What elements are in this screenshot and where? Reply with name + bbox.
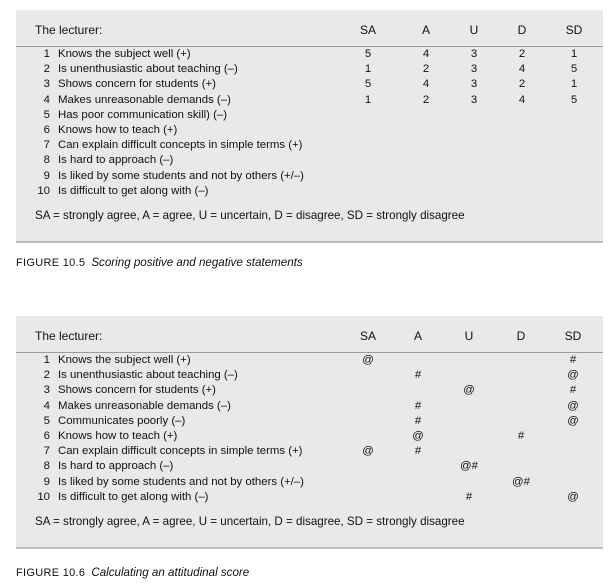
score-cell-sa: 5	[364, 78, 372, 91]
score-cell-u: #	[465, 490, 473, 503]
statement-text: Is hard to approach (–)	[58, 154, 174, 167]
score-cell-sd: @	[567, 414, 579, 427]
statement-row	[16, 123, 603, 138]
table-header	[16, 316, 603, 353]
score-cell-a: 2	[422, 63, 430, 76]
statement-row	[16, 429, 603, 444]
score-cell-a: @	[412, 429, 424, 442]
score-cell-sa: 1	[364, 63, 372, 76]
score-cell-u: @#	[460, 460, 478, 473]
header-label: The lecturer:	[35, 329, 103, 343]
score-cell-u: 3	[470, 63, 478, 76]
statement-row	[16, 62, 603, 77]
statement-text: Is liked by some students and not by others (+/–)	[58, 475, 304, 488]
score-cell-sd: #	[569, 354, 577, 366]
statement-number: 4	[43, 93, 50, 106]
score-cell-d: #	[517, 429, 525, 442]
statement-row	[16, 138, 603, 153]
score-cell-sd: @	[567, 369, 579, 382]
score-cell-d: 2	[518, 78, 526, 91]
legend: SA = strongly agree, A = agree, U = uncertain, D = disagree, SD = strongly disagree	[35, 209, 465, 222]
column-header-a: A	[421, 23, 430, 37]
column-header-u: U	[464, 329, 474, 343]
statement-text: Is difficult to get along with (–)	[58, 184, 209, 197]
statement-row	[16, 475, 603, 490]
statement-row	[16, 47, 603, 62]
statement-number: 8	[43, 460, 50, 473]
score-cell-d: 4	[518, 63, 526, 76]
score-cell-a: #	[414, 414, 422, 427]
statement-text: Shows concern for students (+)	[58, 78, 216, 91]
statement-list	[16, 47, 603, 199]
score-cell-a: #	[414, 445, 422, 458]
column-header-sa: SA	[359, 329, 376, 343]
statement-row	[16, 368, 603, 383]
figure-caption	[16, 256, 303, 269]
statement-number: 6	[43, 429, 50, 442]
statement-text: Knows the subject well (+)	[58, 48, 191, 60]
statement-number: 9	[43, 475, 50, 488]
column-header-a: A	[413, 329, 422, 343]
statement-row	[16, 169, 603, 184]
statement-row	[16, 383, 603, 398]
statement-number: 6	[43, 123, 50, 136]
score-cell-a: 4	[422, 48, 430, 60]
column-header-sa: SA	[359, 23, 376, 37]
score-cell-a: #	[414, 399, 422, 412]
score-cell-sd: @	[567, 490, 579, 503]
statement-number: 1	[43, 354, 50, 366]
legend: SA = strongly agree, A = agree, U = uncertain, D = disagree, SD = strongly disagree	[35, 515, 465, 528]
caption-title: Scoring positive and negative statements	[91, 256, 303, 269]
score-cell-d: @#	[512, 475, 530, 488]
statement-row	[16, 108, 603, 123]
statement-text: Communicates poorly (–)	[58, 414, 186, 427]
column-header-d: D	[516, 329, 526, 343]
caption-number: FIGURE 10.5	[16, 257, 86, 269]
column-header-d: D	[517, 23, 527, 37]
score-cell-sd: 5	[570, 63, 578, 76]
caption-number: FIGURE 10.6	[16, 567, 86, 579]
score-cell-sd: @	[567, 399, 579, 412]
statement-text: Can explain difficult concepts in simple terms (+)	[58, 445, 303, 458]
score-cell-sa: 1	[364, 93, 372, 106]
figure-10-5-panel	[16, 10, 603, 243]
statement-text: Makes unreasonable demands (–)	[58, 399, 231, 412]
statement-number: 5	[43, 108, 50, 121]
score-cell-u: 3	[470, 93, 478, 106]
statement-number: 7	[43, 139, 50, 152]
score-cell-sd: 1	[570, 78, 578, 91]
statement-row	[16, 459, 603, 474]
statement-number: 10	[37, 184, 50, 197]
statement-number: 10	[37, 490, 50, 503]
statement-row	[16, 353, 603, 368]
statement-number: 8	[43, 154, 50, 167]
statement-text: Shows concern for students (+)	[58, 384, 216, 397]
statement-row	[16, 399, 603, 414]
statement-number: 2	[43, 63, 50, 76]
statement-number: 7	[43, 445, 50, 458]
score-cell-sa: @	[362, 445, 374, 458]
statement-text: Is hard to approach (–)	[58, 460, 174, 473]
caption-title: Calculating an attitudinal score	[91, 566, 250, 579]
table-header	[16, 10, 603, 47]
statement-text: Knows the subject well (+)	[58, 354, 191, 366]
score-cell-sd: 1	[570, 48, 578, 60]
statement-row	[16, 184, 603, 199]
header-label: The lecturer:	[35, 23, 103, 37]
statement-number: 2	[43, 369, 50, 382]
statement-number: 4	[43, 399, 50, 412]
statement-text: Is unenthusiastic about teaching (–)	[58, 369, 238, 382]
figure-caption	[16, 566, 249, 579]
statement-row	[16, 490, 603, 505]
statement-row	[16, 414, 603, 429]
score-cell-a: #	[414, 369, 422, 382]
score-cell-d: 4	[518, 93, 526, 106]
score-cell-sd: 5	[570, 93, 578, 106]
statement-text: Is unenthusiastic about teaching (–)	[58, 63, 238, 76]
statement-row	[16, 93, 603, 108]
score-cell-u: 3	[470, 78, 478, 91]
statement-number: 9	[43, 169, 50, 182]
statement-number: 3	[43, 384, 50, 397]
statement-row	[16, 153, 603, 168]
statement-row	[16, 444, 603, 459]
score-cell-u: 3	[470, 48, 478, 60]
column-header-u: U	[469, 23, 479, 37]
score-cell-sa: @	[362, 354, 374, 366]
statement-text: Is difficult to get along with (–)	[58, 490, 209, 503]
score-cell-d: 2	[518, 48, 526, 60]
score-cell-u: @	[463, 384, 475, 397]
score-cell-a: 4	[422, 78, 430, 91]
statement-number: 5	[43, 414, 50, 427]
score-cell-a: 2	[422, 93, 430, 106]
column-header-sd: SD	[564, 329, 582, 343]
statement-text: Makes unreasonable demands (–)	[58, 93, 231, 106]
statement-text: Knows how to teach (+)	[58, 429, 178, 442]
statement-row	[16, 77, 603, 92]
statement-text: Can explain difficult concepts in simple terms (+)	[58, 139, 303, 152]
statement-number: 1	[43, 48, 50, 60]
statement-list	[16, 353, 603, 505]
column-header-sd: SD	[565, 23, 583, 37]
statement-text: Has poor communication skill) (–)	[58, 108, 228, 121]
figure-10-6-panel	[16, 316, 603, 549]
statement-text: Is liked by some students and not by others (+/–)	[58, 169, 304, 182]
statement-number: 3	[43, 78, 50, 91]
score-cell-sd: #	[569, 384, 577, 397]
statement-text: Knows how to teach (+)	[58, 123, 178, 136]
score-cell-sa: 5	[364, 48, 372, 60]
